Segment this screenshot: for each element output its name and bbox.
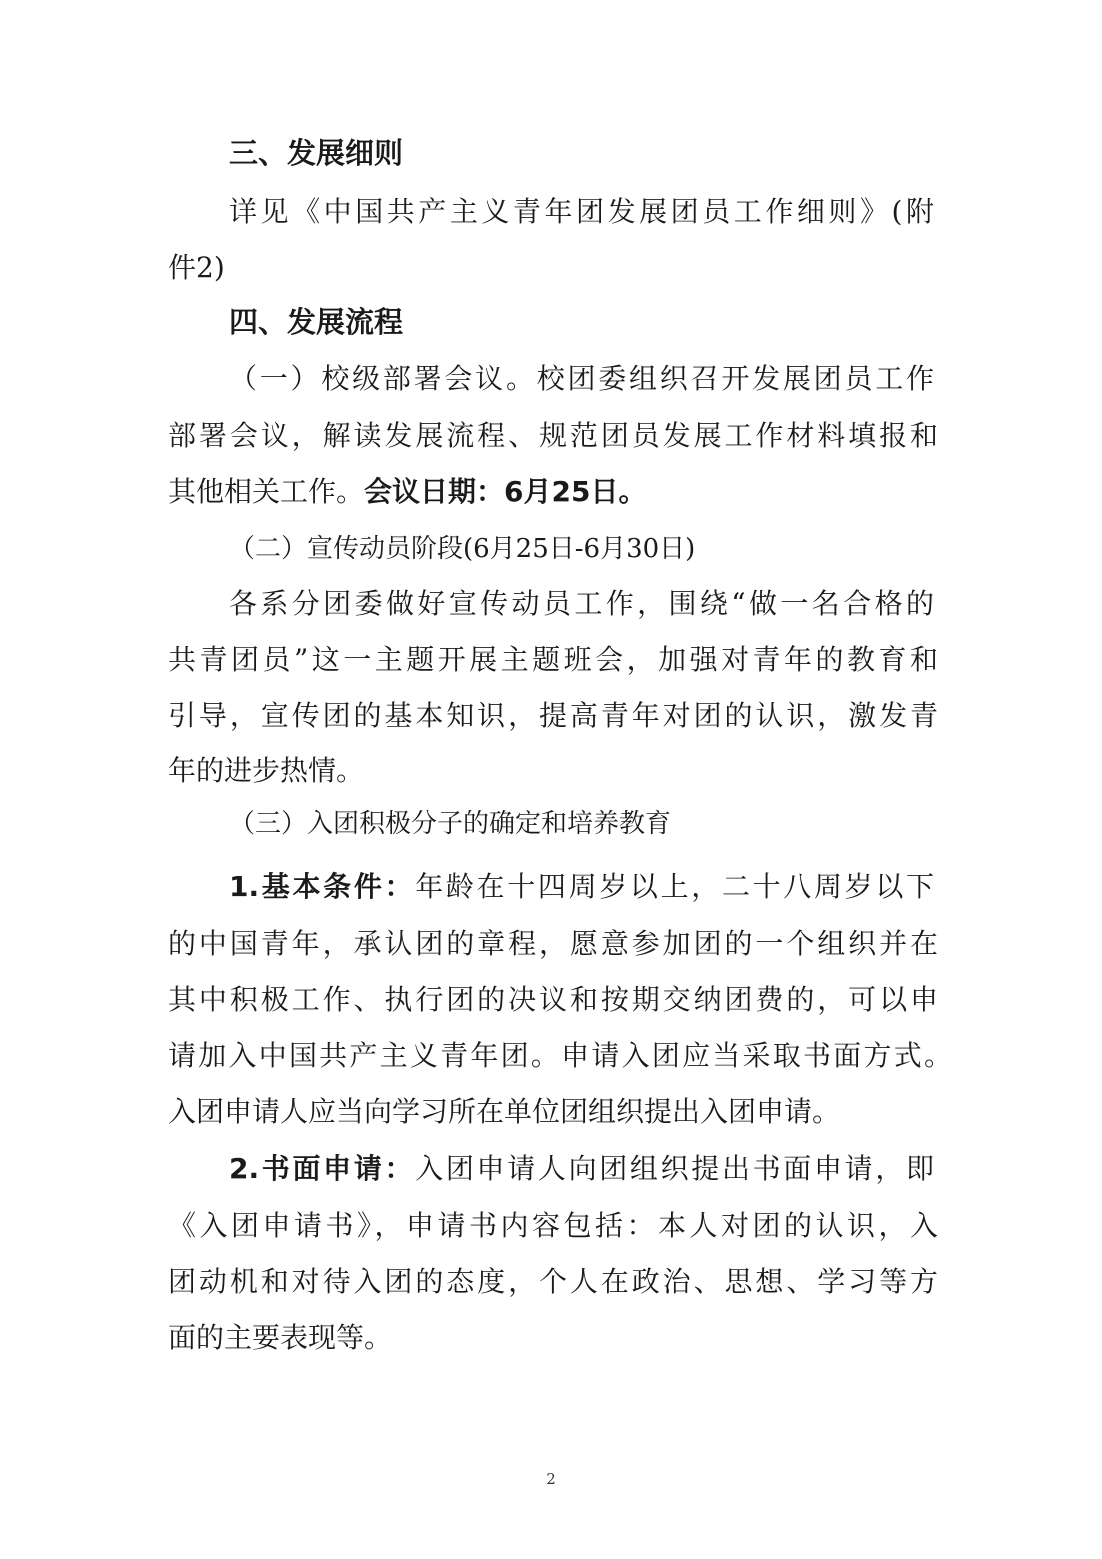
- point-1-line-5: 入团申请人应当向学习所在单位团组织提出入团申请。: [168, 1095, 841, 1128]
- point-2-line-4: 面的主要表现等。: [168, 1321, 393, 1354]
- item-1-line-1: （一）校级部署会议。校团委组织召开发展团员工作: [229, 362, 934, 395]
- point-1-line-4: 请加入中国共产主义青年团。申请入团应当采取书面方式。: [168, 1039, 952, 1072]
- point-2-label: 2.书面申请：: [229, 1152, 416, 1185]
- point-2-line-1-rest: 入团申请人向团组织提出书面申请，即: [415, 1152, 934, 1185]
- item-2-line-3: 引导，宣传团的基本知识，提高青年对团的认识，激发青: [168, 699, 938, 732]
- point-1-line-1: [229, 869, 934, 905]
- point-2-line-3: 团动机和对待入团的态度，个人在政治、思想、学习等方: [168, 1265, 938, 1298]
- point-1-line-3: 其中积极工作、执行团的决议和按期交纳团费的，可以申: [168, 983, 938, 1016]
- section-3-body-line-1: 详见《中国共产主义青年团发展团员工作细则》(附: [229, 195, 934, 228]
- item-2-heading: （二）宣传动员阶段(6月25日-6月30日): [229, 534, 696, 564]
- point-1-label: 1.基本条件：: [229, 870, 416, 903]
- point-2-line-1: [229, 1151, 934, 1187]
- item-2-line-1: 各系分团委做好宣传动员工作，围绕“做一名合格的: [229, 587, 934, 620]
- item-1-line-3: [168, 474, 938, 510]
- section-4-heading: 四、发展流程: [229, 305, 404, 339]
- page-number: 2: [546, 1470, 556, 1488]
- point-1-line-2: 的中国青年，承认团的章程，愿意参加团的一个组织并在: [168, 927, 938, 960]
- item-2-line-2: 共青团员”这一主题开展主题班会，加强对青年的教育和: [168, 643, 938, 676]
- item-1-line-3-text: 其他相关工作。: [168, 475, 365, 508]
- item-2-line-4: 年的进步热情。: [168, 754, 365, 787]
- point-2-line-2: 《入团申请书》，申请书内容包括：本人对团的认识，入: [168, 1209, 938, 1242]
- section-3-body-line-2: 件2): [168, 251, 225, 284]
- meeting-date: 会议日期：6月25日。: [364, 475, 647, 508]
- section-3-heading: 三、发展细则: [229, 136, 404, 170]
- point-1-line-1-rest: 年龄在十四周岁以上，二十八周岁以下: [415, 870, 934, 903]
- item-1-line-2: 部署会议，解读发展流程、规范团员发展工作材料填报和: [168, 419, 938, 452]
- item-3-heading: （三）入团积极分子的确定和培养教育: [229, 809, 672, 839]
